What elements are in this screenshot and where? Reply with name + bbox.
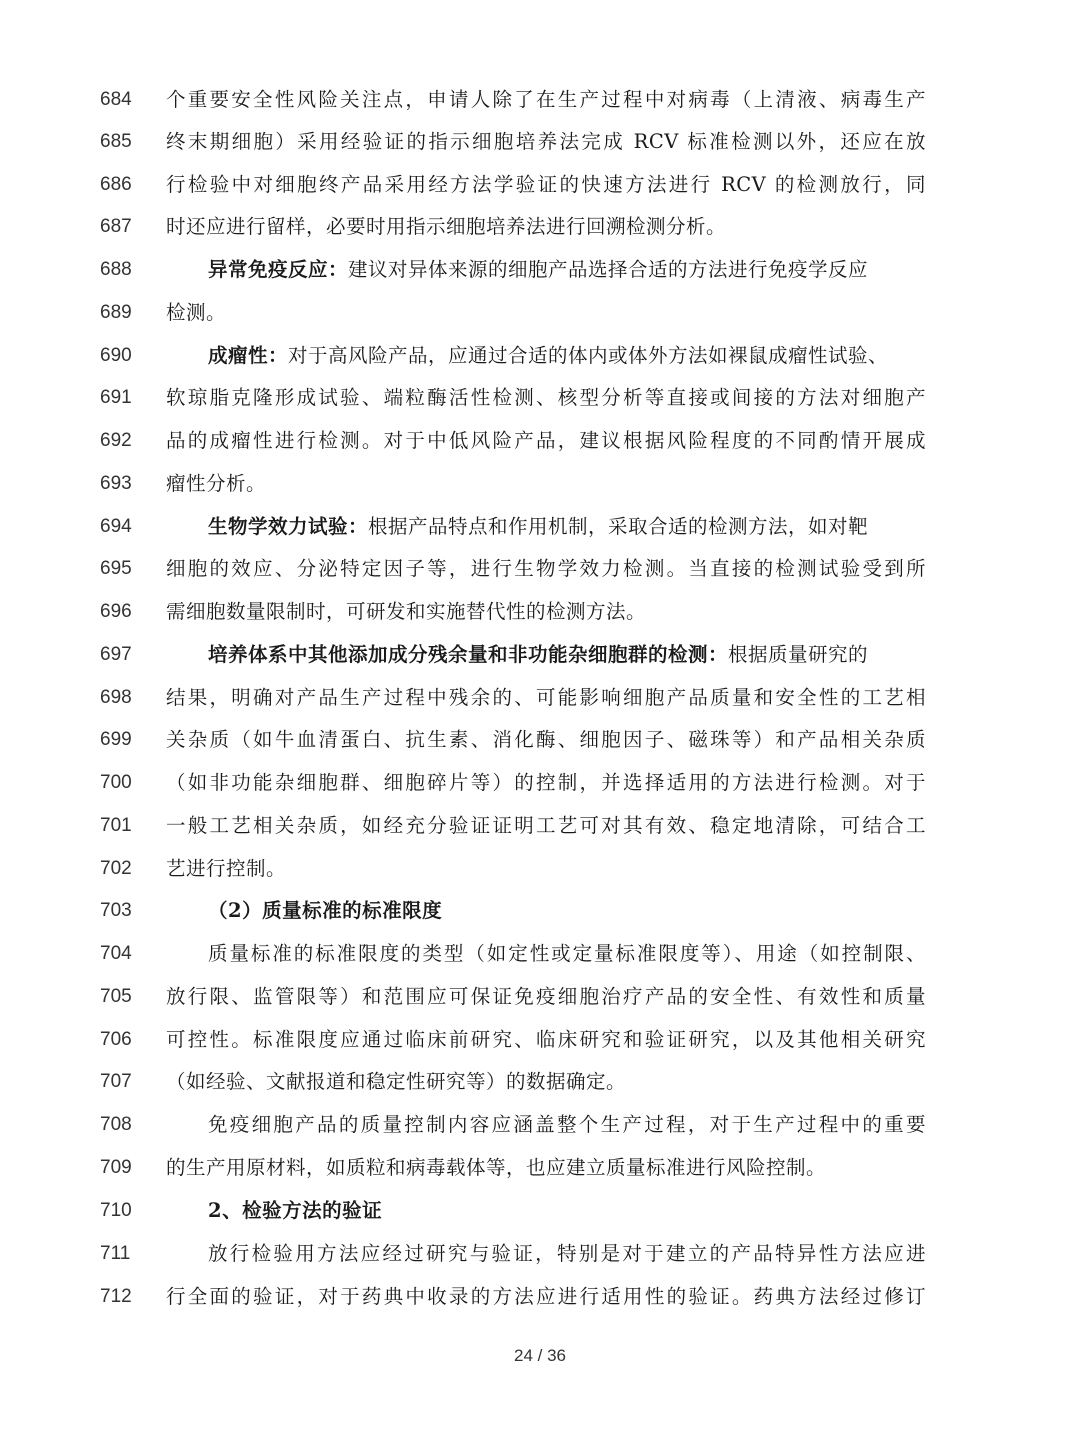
line-text: （如非功能杂细胞群、细胞碎片等）的控制，并选择适用的方法进行检测。对于 [166,771,926,794]
line-text [208,252,926,288]
line-text: 行检验中对细胞终产品采用经方法学验证的快速方法进行 RCV 的检测放行，同 [166,173,926,196]
line-number: 708 [100,1114,132,1135]
line-number: 703 [100,900,132,921]
text-line [0,1279,1080,1315]
line-number: 710 [100,1200,132,1221]
heading-tumorigenicity: 成瘤性： [208,344,289,367]
line-number: 699 [100,729,132,750]
line-body: 根据质量研究的 [728,643,869,666]
text-line [0,1064,1080,1100]
line-number: 704 [100,943,132,964]
line-number: 702 [100,858,132,879]
line-text: 质量标准的标准限度的类型（如定性或定量标准限度等）、用途（如控制限、 [208,942,926,965]
line-number: 700 [100,772,132,793]
text-line [0,1236,1080,1272]
line-body: 根据产品特点和作用机制，采取合适的检测方法，如对靶 [368,515,869,538]
line-text: 个重要安全性风险关注点，申请人除了在生产过程中对病毒（上清液、病毒生产 [166,88,926,111]
text-line [0,893,1080,929]
line-number: 691 [100,387,132,408]
text-line [0,423,1080,459]
line-number: 688 [100,259,132,280]
text-line [0,295,1080,331]
text-line [0,338,1080,374]
line-text: 放行检验用方法应经过研究与验证，特别是对于建立的产品特异性方法应进 [208,1242,926,1265]
line-number: 684 [100,89,132,110]
text-line [0,509,1080,545]
line-text: 一般工艺相关杂质，如经充分验证证明工艺可对其有效、稳定地清除，可结合工 [166,814,926,837]
line-text: 行全面的验证，对于药典中收录的方法应进行适用性的验证。药典方法经过修订 [166,1285,926,1308]
section-heading: 2、检验方法的验证 [208,1199,383,1222]
line-text: 放行限、监管限等）和范围应可保证免疫细胞治疗产品的安全性、有效性和质量 [166,985,926,1008]
text-line [0,722,1080,758]
heading-potency-assay: 生物学效力试验： [208,515,369,538]
line-text [208,637,926,673]
line-number: 685 [100,131,132,152]
line-number: 709 [100,1157,132,1178]
heading-residuals: 培养体系中其他添加成分残余量和非功能杂细胞群的检测： [208,643,729,666]
line-number: 686 [100,174,132,195]
text-line [0,765,1080,801]
text-line [0,1107,1080,1143]
text-line [0,808,1080,844]
text-line [0,167,1080,203]
line-number: 711 [100,1243,131,1264]
text-line [0,979,1080,1015]
line-number: 694 [100,516,132,537]
text-line [0,551,1080,587]
text-line [0,1150,1080,1186]
line-text: 检测。 [166,301,227,324]
line-text [208,509,926,545]
text-line [0,124,1080,160]
text-line [0,637,1080,673]
text-line [0,82,1080,118]
page-number: 24 / 36 [514,1346,566,1365]
text-line [0,680,1080,716]
line-number: 701 [100,815,132,836]
line-number: 690 [100,345,132,366]
line-text: 免疫细胞产品的质量控制内容应涵盖整个生产过程，对于生产过程中的重要 [208,1113,926,1136]
text-line [0,209,1080,245]
text-line [0,851,1080,887]
text-line [0,252,1080,288]
line-number: 689 [100,302,132,323]
text-line [0,936,1080,972]
text-line [0,466,1080,502]
line-number: 696 [100,601,132,622]
line-body: 建议对异体来源的细胞产品选择合适的方法进行免疫学反应 [348,258,869,281]
line-text: （如经验、文献报道和稳定性研究等）的数据确定。 [166,1070,627,1093]
text-line [0,594,1080,630]
line-number: 707 [100,1071,132,1092]
line-number: 712 [100,1286,132,1307]
text-line [0,380,1080,416]
heading-abnormal-immune: 异常免疫反应： [208,258,349,281]
line-text: 的生产用原材料，如质粒和病毒载体等，也应建立质量标准进行风险控制。 [166,1156,827,1179]
text-line [0,1193,1080,1229]
line-text: 结果，明确对产品生产过程中残余的、可能影响细胞产品质量和安全性的工艺相 [166,686,926,709]
line-text: 可控性。标准限度应通过临床前研究、临床研究和验证研究，以及其他相关研究 [166,1028,926,1051]
line-body: 对于高风险产品，应通过合适的体内或体外方法如裸鼠成瘤性试验、 [288,344,889,367]
line-number: 687 [100,216,132,237]
line-number: 706 [100,1029,132,1050]
line-number: 705 [100,986,132,1007]
line-text: 艺进行控制。 [166,857,287,880]
line-text: 终末期细胞）采用经验证的指示细胞培养法完成 RCV 标准检测以外，还应在放 [166,130,926,153]
text-line [0,1022,1080,1058]
line-number: 698 [100,687,132,708]
line-number: 695 [100,558,132,579]
line-text: 时还应进行留样，必要时用指示细胞培养法进行回溯检测分析。 [166,215,727,238]
line-text: 关杂质（如牛血清蛋白、抗生素、消化酶、细胞因子、磁珠等）和产品相关杂质 [166,728,926,751]
line-text: 软琼脂克隆形成试验、端粒酶活性检测、核型分析等直接或间接的方法对细胞产 [166,386,926,409]
line-number: 692 [100,430,132,451]
line-text: 细胞的效应、分泌特定因子等，进行生物学效力检测。当直接的检测试验受到所 [166,557,926,580]
line-text: 需细胞数量限制时，可研发和实施替代性的检测方法。 [166,600,647,623]
section-heading: （2）质量标准的标准限度 [208,899,443,922]
line-text: 品的成瘤性进行检测。对于中低风险产品，建议根据风险程度的不同酌情开展成 [166,429,926,452]
line-text [208,338,926,374]
line-text: 瘤性分析。 [166,472,267,495]
line-number: 693 [100,473,132,494]
line-number: 697 [100,644,132,665]
